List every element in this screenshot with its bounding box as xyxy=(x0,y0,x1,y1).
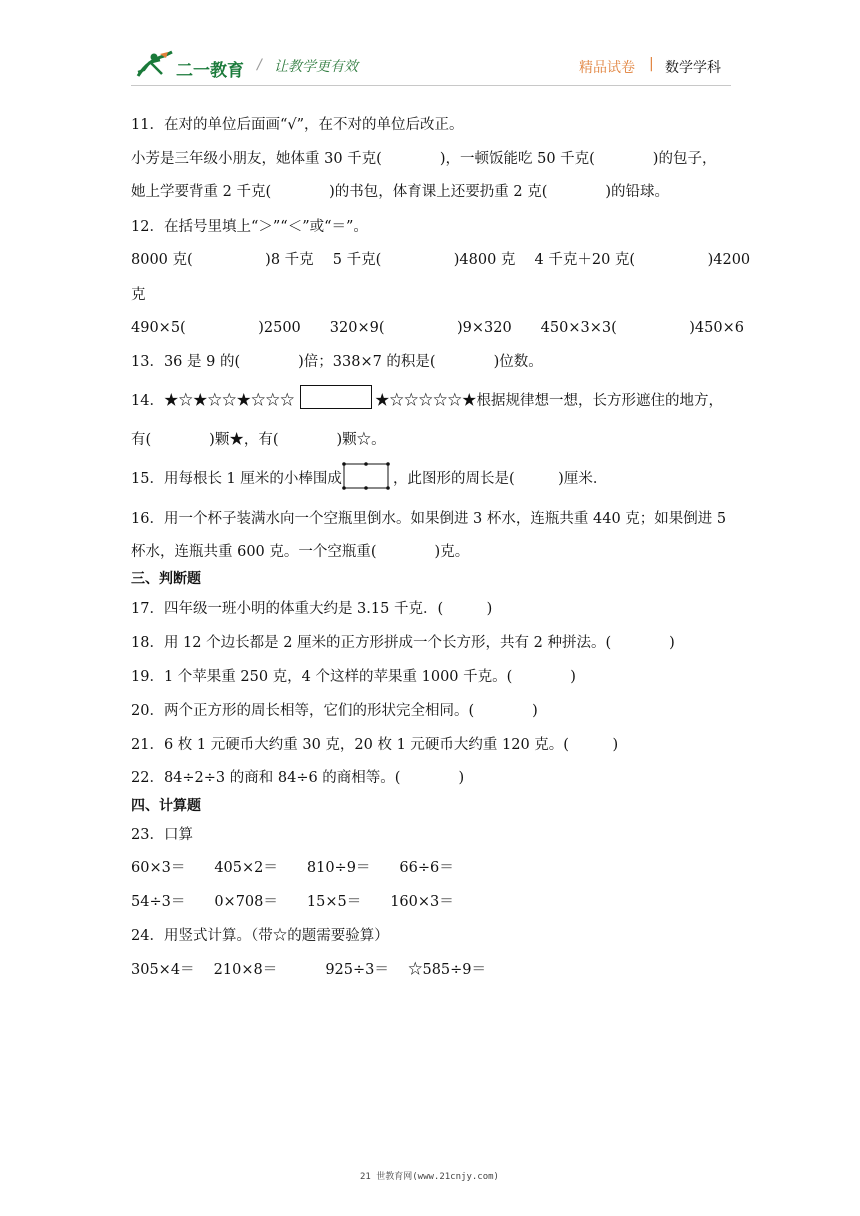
header-label: 精品试卷 xyxy=(579,60,635,76)
question-20: 20．两个正方形的周长相等，它们的形状完全相同。( ) xyxy=(131,703,538,719)
section-heading-calculation: 四、计算题 xyxy=(131,798,201,814)
question-16-line-2: 杯水，连瓶共重 600 克。一个空瓶重( )克。 xyxy=(131,544,470,560)
question-12-line-2: 490×5( )2500 320×9( )9×320 450×3×3( )450×6 xyxy=(131,320,744,336)
question-23: 23．口算 xyxy=(131,827,193,843)
question-12: 12．在括号里填上“＞”“＜”或“＝”。 xyxy=(131,219,368,235)
stick-rectangle-figure xyxy=(341,460,391,492)
footer-watermark: 21 世教育网(www.21cnjy.com) xyxy=(360,1172,499,1182)
question-12-line-1: 8000 克( )8 千克 5 千克( )4800 克 4 千克＋20 克( )4200 xyxy=(131,252,751,268)
header-slash: / xyxy=(257,57,262,73)
question-14-answer: 有( )颗★，有( )颗☆。 xyxy=(131,432,386,448)
question-14-stars-right: ★☆☆☆☆☆★根据规律想一想，长方形遮住的地方， xyxy=(375,393,723,409)
mental-math-row-2: 54÷3＝ 0×708＝ 15×5＝ 160×3＝ xyxy=(131,894,454,910)
question-11-line-2: 她上学要背重 2 千克( )的书包，体育课上还要扔重 2 克( )的铅球。 xyxy=(131,184,670,200)
header-subject: 数学学科 xyxy=(665,60,721,76)
vertical-calc-row: 305×4＝ 210×8＝ 925÷3＝ ☆585÷9＝ xyxy=(131,962,487,978)
header-separator: | xyxy=(649,56,654,72)
question-11: 11．在对的单位后面画“√”，在不对的单位后改正。 xyxy=(131,117,464,133)
question-13: 13．36 是 9 的( )倍；338×7 的积是( )位数。 xyxy=(131,354,543,370)
mental-math-row-1: 60×3＝ 405×2＝ 810÷9＝ 66÷6＝ xyxy=(131,860,454,876)
question-22: 22．84÷2÷3 的商和 84÷6 的商相等。( ) xyxy=(131,770,465,786)
question-12-line-1-wrap: 克 xyxy=(131,287,146,303)
question-11-line-1: 小芳是三年级小朋友，她体重 30 千克( )，一顿饭能吃 50 千克( )的包子， xyxy=(131,151,717,167)
question-16-line-1: 16．用一个杯子装满水向一个空瓶里倒水。如果倒进 3 杯水，连瓶共重 440 克；如果倒进 5 xyxy=(131,511,727,527)
covering-rectangle xyxy=(300,385,372,409)
runner-logo-icon xyxy=(134,50,176,80)
question-19: 19．1 个苹果重 250 克，4 个这样的苹果重 1000 千克。( ) xyxy=(131,669,576,685)
question-17: 17．四年级一班小明的体重大约是 3.15 千克．( ) xyxy=(131,601,493,617)
question-24: 24．用竖式计算。（带☆的题需要验算） xyxy=(131,928,389,944)
question-15-end: ，此图形的周长是( )厘米． xyxy=(393,471,608,487)
header-divider xyxy=(131,85,731,86)
logo-text: 二一教育 xyxy=(176,61,244,81)
question-21: 21．6 枚 1 元硬币大约重 30 克，20 枚 1 元硬币大约重 120 克。( ) xyxy=(131,737,619,753)
section-heading-judgement: 三、判断题 xyxy=(131,571,201,587)
question-18: 18．用 12 个边长都是 2 厘米的正方形拼成一个长方形，共有 2 种拼法。( ) xyxy=(131,635,675,651)
question-15-start: 15．用每根长 1 厘米的小棒围成 xyxy=(131,471,342,487)
slogan: 让教学更有效 xyxy=(274,59,358,75)
question-14-stars-left: 14．★☆★☆☆★☆☆☆ xyxy=(131,393,295,409)
